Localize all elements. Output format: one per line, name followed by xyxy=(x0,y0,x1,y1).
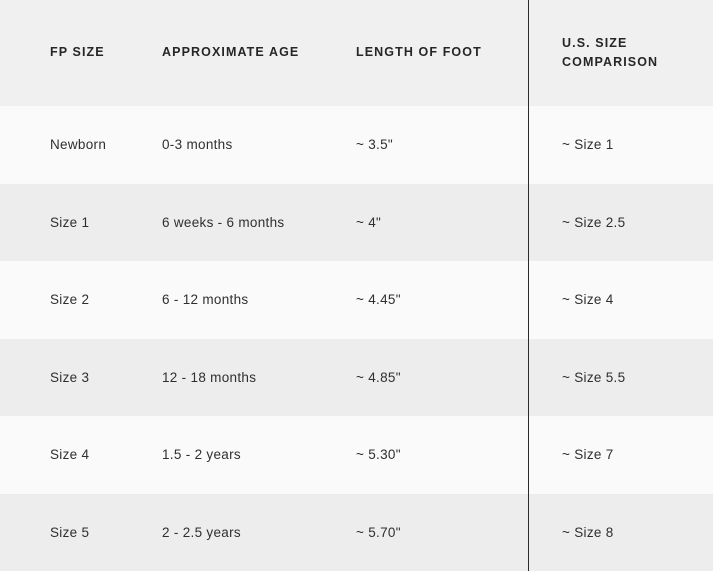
cell-us-size-comparison: ~ Size 5.5 xyxy=(528,339,713,417)
table-row xyxy=(0,261,713,339)
cell-fp-size: Size 1 xyxy=(0,184,162,262)
column-header-approximate-age: APPROXIMATE AGE xyxy=(162,0,356,106)
column-header-us-size-comparison: U.S. SIZE COMPARISON xyxy=(528,0,713,106)
table-row xyxy=(0,416,713,494)
cell-us-size-comparison: ~ Size 8 xyxy=(528,494,713,571)
cell-length-of-foot: ~ 3.5" xyxy=(356,106,528,184)
table-body xyxy=(0,106,713,571)
table-row xyxy=(0,106,713,184)
cell-length-of-foot: ~ 5.30" xyxy=(356,416,528,494)
table-row xyxy=(0,494,713,571)
cell-us-size-comparison: ~ Size 2.5 xyxy=(528,184,713,262)
column-header-length-of-foot: LENGTH OF FOOT xyxy=(356,0,528,106)
cell-fp-size: Size 3 xyxy=(0,339,162,417)
cell-us-size-comparison: ~ Size 7 xyxy=(528,416,713,494)
table-header xyxy=(0,0,713,106)
cell-approximate-age: 2 - 2.5 years xyxy=(162,494,356,571)
cell-fp-size: Size 4 xyxy=(0,416,162,494)
cell-fp-size: Size 5 xyxy=(0,494,162,571)
table-header-row xyxy=(0,0,713,106)
table-row xyxy=(0,339,713,417)
table-row xyxy=(0,184,713,262)
cell-approximate-age: 12 - 18 months xyxy=(162,339,356,417)
cell-approximate-age: 0-3 months xyxy=(162,106,356,184)
column-divider xyxy=(528,0,529,571)
column-header-fp-size: FP SIZE xyxy=(0,0,162,106)
cell-length-of-foot: ~ 5.70" xyxy=(356,494,528,571)
cell-length-of-foot: ~ 4.45" xyxy=(356,261,528,339)
cell-approximate-age: 6 - 12 months xyxy=(162,261,356,339)
cell-us-size-comparison: ~ Size 1 xyxy=(528,106,713,184)
cell-fp-size: Size 2 xyxy=(0,261,162,339)
cell-us-size-comparison: ~ Size 4 xyxy=(528,261,713,339)
cell-fp-size: Newborn xyxy=(0,106,162,184)
cell-approximate-age: 6 weeks - 6 months xyxy=(162,184,356,262)
cell-length-of-foot: ~ 4.85" xyxy=(356,339,528,417)
cell-approximate-age: 1.5 - 2 years xyxy=(162,416,356,494)
cell-length-of-foot: ~ 4" xyxy=(356,184,528,262)
